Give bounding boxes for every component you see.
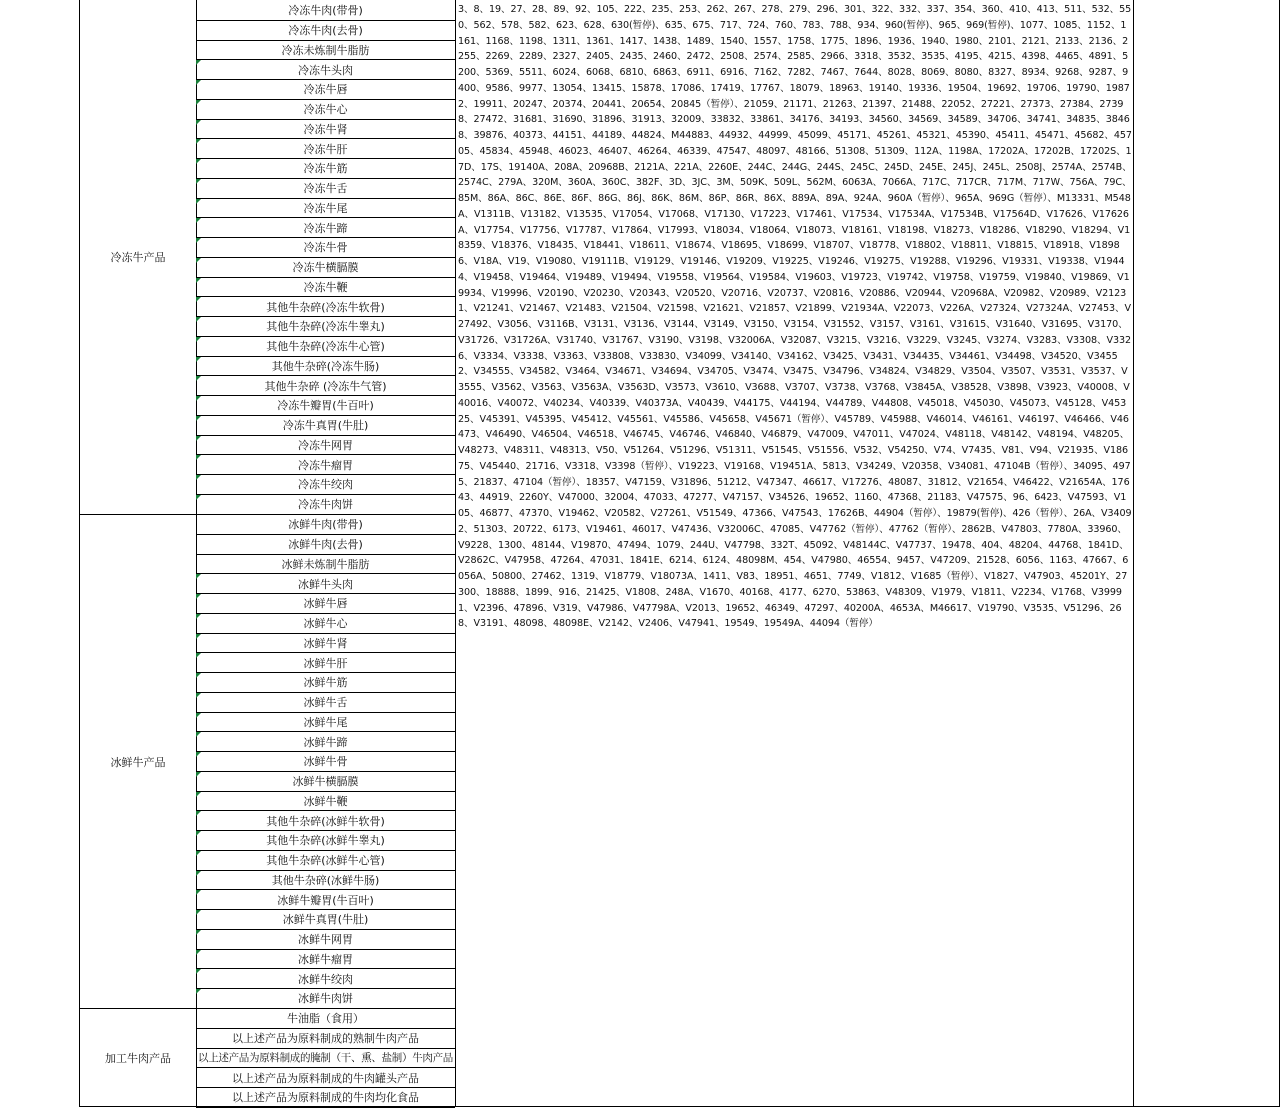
comment-marker-icon (196, 436, 201, 441)
product-name: 冰鲜牛肾 (303, 636, 348, 650)
product-row (196, 713, 455, 733)
comment-marker-icon (196, 693, 201, 698)
product-row (196, 752, 455, 772)
comment-marker-icon (196, 238, 201, 243)
product-row (196, 555, 455, 575)
product-row (196, 950, 455, 970)
product-name: 冷冻牛肉饼 (298, 498, 353, 512)
product-row (196, 1068, 455, 1088)
product-row (196, 238, 455, 258)
product-row (196, 535, 455, 555)
product-row (196, 455, 455, 475)
product-name: 其他牛杂碎(冰鲜牛软骨) (266, 814, 385, 828)
product-row (196, 1009, 455, 1029)
product-row (196, 634, 455, 654)
product-row (196, 693, 455, 713)
comment-marker-icon (196, 811, 201, 816)
comment-marker-icon (196, 297, 201, 302)
product-name: 冰鲜牛头肉 (298, 577, 353, 591)
product-name: 以上述产品为原料制成的牛肉均化食品 (232, 1091, 419, 1105)
product-row (196, 1049, 455, 1069)
product-name: 冰鲜牛舌 (303, 696, 348, 710)
product-row (196, 376, 455, 396)
comment-marker-icon (196, 851, 201, 856)
comment-marker-icon (196, 634, 201, 639)
product-name: 冷冻牛肉(带骨) (288, 4, 363, 18)
category-chilled: 冰鲜牛产品 (110, 755, 166, 769)
product-name: 其他牛杂碎(冰鲜牛肠) (271, 873, 380, 887)
product-name: 冷冻牛唇 (303, 83, 348, 97)
grid-line (455, 0, 456, 1107)
product-name: 冷冻牛横膈膜 (292, 261, 359, 275)
product-name: 其他牛杂碎 (冷冻牛气管) (264, 379, 387, 393)
product-row (196, 41, 455, 61)
product-name: 其他牛杂碎(冷冻牛肠) (271, 359, 380, 373)
comment-marker-icon (196, 475, 201, 480)
product-name: 冰鲜牛鞭 (303, 794, 348, 808)
product-row (196, 871, 455, 891)
product-name: 冷冻牛肉(去骨) (288, 24, 363, 38)
product-name: 以上述产品为原料制成的牛肉罐头产品 (232, 1071, 419, 1085)
product-row (196, 139, 455, 159)
comment-marker-icon (196, 258, 201, 263)
comment-marker-icon (196, 713, 201, 718)
comment-marker-icon (196, 614, 201, 619)
comment-marker-icon (196, 989, 201, 994)
comment-marker-icon (196, 930, 201, 935)
comment-marker-icon (196, 120, 201, 125)
comment-marker-icon (196, 218, 201, 223)
product-row (196, 80, 455, 100)
product-name: 其他牛杂碎(冰鲜牛睾丸) (266, 834, 385, 848)
comment-marker-icon (196, 337, 201, 342)
product-row (196, 357, 455, 377)
product-name: 冷冻牛筋 (303, 162, 348, 176)
product-row (196, 21, 455, 41)
product-name: 冷冻牛绞肉 (298, 478, 353, 492)
product-name: 冷冻牛网胃 (298, 438, 353, 452)
product-row (196, 100, 455, 120)
product-name: 其他牛杂碎(冷冻牛软骨) (266, 300, 385, 314)
product-row (196, 297, 455, 317)
product-name: 冰鲜牛尾 (303, 715, 348, 729)
product-name: 其他牛杂碎(冷冻牛睾丸) (266, 320, 385, 334)
comment-marker-icon (196, 910, 201, 915)
grid-line (1133, 0, 1134, 1107)
product-name: 冷冻牛肾 (303, 122, 348, 136)
product-name: 冷冻未炼制牛脂肪 (281, 43, 370, 57)
comment-marker-icon (196, 969, 201, 974)
comment-marker-icon (196, 199, 201, 204)
product-name: 冷冻牛蹄 (303, 221, 348, 235)
product-row (196, 60, 455, 80)
product-name: 冷冻牛真胃(牛肚) (282, 419, 369, 433)
product-name: 冰鲜牛网胃 (298, 933, 353, 947)
comment-marker-icon (196, 653, 201, 658)
product-name: 冰鲜牛绞肉 (298, 972, 353, 986)
product-row (196, 337, 455, 357)
comment-marker-icon (196, 673, 201, 678)
comment-marker-icon (196, 416, 201, 421)
product-name: 冰鲜牛心 (303, 617, 348, 631)
product-name: 冷冻牛肝 (303, 142, 348, 156)
product-name: 冰鲜牛唇 (303, 597, 348, 611)
product-name: 冰鲜牛真胃(牛肚) (282, 913, 369, 927)
comment-marker-icon (196, 950, 201, 955)
product-name: 冷冻牛瓣胃(牛百叶) (277, 399, 374, 413)
product-row (196, 218, 455, 238)
registration-codes: 3、8、19、27、28、89、92、105、222、235、253、262、267、278、279、296、301、322、332、337、354、360、410、413、511、532、550、562、578、582、623、628、630(暂停)、635、675、717、724、760、783、788、934、960(暂停)、965、969(暂停)、1077、1085、1152、1161、1168、1198、1311、1361、1417、1438、1489、1540、1557、1758、1775、1896、1936、1940、1980、2101、2121、2133、2136、2255、2269、2289、2327、2405、2435、2460、2472、2508、2574、2585、2966、3318、3532、3535、4195、4215、4398、4465、4891、5200、5369、5511、6024、6068、6810、6863、6911、6916、7162、7282、7467、7644、8028、8069、8080、8327、8934、9268、9287、9400、9586、9977、13054、13415、15878、17086、17419、17767、18079、18963、19140、19336、19504、19692、19706、19790、19872、19911、20247、20374、20441、20654、20845（暂停）、21059、21171、21263、21397、21488、22052、27221、27373、27384、27398、27472、31681、31690、31896、31913、32009、33832、33861、34176、34193、34560、34569、34589、34706、34741、34835、38468、39876、40373、44151、44189、44824、M44883、44932、44999、45099、45171、45261、45321、45390、45411、45471、45682、45705、45834、45948、46023、46407、46264、46339、47547、48097、48166、51308、51309、112A、1198A、17202A、17202B、17202S、17D、17S、19140A、208A、20968B、2121A、221A、2260E、244C、244G、244S、245C、245D、245E、245J、245L、2508J、2574A、2574B、2574C、279A、320M、360A、360C、382F、3D、3JC、3M、509K、509L、562M、6063A、7066A、717C、717CR、717M、717W、756A、79C、85M、86A、86C、86E、86F、86G、86J、86K、86M、86P、86R、86X、889A、89A、924A、960A（暂停）、965A、969G（暂停）、M13331、M548A、V1311B、V13182、V13535、V17054、V17068、V17130、V17223、V17461、V17534、V17534A、V17534B、V17564D、V17626、V17626A、V17754、V17756、V17787、V17864、V17993、V18034、V18064、V18073、V18161、V18198、V18273、V18286、V18290、V18294、V18359、V18376、V18435、V18441、V18611、V18674、V18695、V18699、V18707、V18778、V18802、V18811、V18815、V18918、V18986、V18A、V19、V19080、V19111B、V19129、V19146、V19209、V19225、V19246、V19275、V19288、V19296、V19331、V19338、V19444、V19458、V19464、V19489、V19494、V19558、V19564、V19584、V19603、V19723、V19742、V19758、V19759、V19840、V19869、V19934、V19996、V20190、V20230、V20343、V20520、V20716、V20737、V20816、V20886、V20944、V20968A、V20982、V20989、V21231、V21241、V21467、V21483、V21504、V21598、V21621、V21857、V21899、V21934A、V22073、V226A、V27324、V27324A、V27453、V27492、V3056、V3116B、V3131、V3136、V3144、V3149、V3150、V3154、V31552、V3157、V3161、V31615、V31640、V31695、V3170、V31726、V31726A、V31740、V31767、V3190、V3198、V32006A、V32087、V3215、V3216、V3229、V3245、V3274、V3283、V3308、V3326、V3334、V3338、V3363、V33808、V33830、V34099、V34140、V34162、V3425、V3431、V34435、V34461、V34498、V34520、V34552、V34555、V34582、V3464、V34671、V34694、V34705、V3474、V3475、V34796、V34824、V34829、V3504、V3507、V3531、V3537、V3555、V3562、V3563、V3563A、V3563D、V3573、V3610、V3688、V3707、V3738、V3768、V3845A、V38528、V3898、V3923、V40008、V40016、V40072、V40234、V40339、V40373A、V40439、V44175、V44194、V44789、V44808、V45018、V45030、V45073、V45128、V45325、V45391、V45395、V45412、V45561、V45586、V45658、V45671（暂停）、V45789、V45988、V46014、V46161、V46197、V46466、V46473、V46490、V46504、V46518、V46745、V46746、V46840、V46879、V47009、V47011、V47024、V48118、V48142、V48194、V48205、V48273、V48311、V48313、V50、V51264、V51296、V51311、V51545、V51556、V532、V54250、V74、V7435、V81、V94、V21935、V18675、V45440、21716、V3318、V3398（暂停）、V19223、V19168、V19451A、5813、V34249、V20358、V34081、47104B（暂停）、34095、4975、21837、47104（暂停）、18357、V47159、V31896、51212、V47347、46617、V17276、48087、31812、V21654、V46422、V21654A、17643、44919、2260Y、V47000、32004、47033、47277、V47157、V34526、19652、1160、47368、21183、V47575、96、6423、V47593、V105、46877、47370、V19462、V20582、V27261、V51549、47366、V47543、17626B、44904（暂停）、19879(暂停)、426（暂停）、26A、V34092、51303、20722、6173、V19461、46017、V47436、V32006C、47085、V47762（暂停）、47762（暂停）、2862B、V47803、7780A、33960、V9228、1300、48144、V19870、47494、1079、244U、V47798、332T、45092、V48144C、V47737、19478、404、48204、44768、1841D、V2862C、V47958、47264、47031、1841E、6214、6124、48098M、454、V47980、46554、9457、V47209、21528、6056、1163、47667、6056A、50800、27462、1319、V18779、V18073A、1411、V83、18951、4651、7749、V1812、V1685（暂停）、V1827、V47903、45201Y、27300、18888、1899、916、21425、V1808、248A、V1670、40168、4177、6270、53863、V48309、V1979、V1811、V2234、V1768、V39991、V2396、47896、V319、V47986、V47798A、V2013、19652、46349、47297、40200A、4653A、M46617、V19790、V3535、V51296、268、V3191、48098、48098E、V2142、V2406、V47941、19549、19549A、44094（暂停） (458, 4, 1132, 630)
product-name: 冷冻牛头肉 (298, 63, 353, 77)
comment-marker-icon (196, 594, 201, 599)
comment-marker-icon (196, 100, 201, 105)
product-name: 冷冻牛骨 (303, 241, 348, 255)
product-row (196, 416, 455, 436)
product-row (196, 594, 455, 614)
comment-marker-icon (196, 179, 201, 184)
product-name: 冰鲜牛瓣胃(牛百叶) (277, 893, 374, 907)
product-row (196, 199, 455, 219)
product-row (196, 653, 455, 673)
product-row (196, 831, 455, 851)
comment-marker-icon (196, 278, 201, 283)
comment-marker-icon (196, 317, 201, 322)
product-row (196, 258, 455, 278)
category-frozen: 冷冻牛产品 (110, 251, 166, 264)
product-row (196, 851, 455, 871)
product-row (196, 278, 455, 298)
product-row (196, 159, 455, 179)
product-row (196, 673, 455, 693)
product-name: 冰鲜牛蹄 (303, 735, 348, 749)
product-row (196, 910, 455, 930)
product-row (196, 930, 455, 950)
product-row (196, 614, 455, 634)
comment-marker-icon (196, 60, 201, 65)
product-row (196, 772, 455, 792)
product-name: 冷冻牛鞭 (303, 280, 348, 294)
product-row (196, 1, 455, 21)
comment-marker-icon (196, 357, 201, 362)
comment-marker-icon (196, 792, 201, 797)
comment-marker-icon (196, 455, 201, 460)
comment-marker-icon (196, 574, 201, 579)
product-row (196, 1029, 455, 1049)
category-processed: 加工牛肉产品 (105, 1051, 171, 1065)
product-row (196, 515, 455, 535)
comment-marker-icon (196, 831, 201, 836)
product-name: 冰鲜牛肉饼 (298, 992, 353, 1006)
product-row (196, 179, 455, 199)
product-name: 牛油脂（食用） (287, 1012, 364, 1026)
product-row (196, 317, 455, 337)
product-row (196, 436, 455, 456)
product-name: 冷冻牛瘤胃 (298, 458, 353, 472)
product-row (196, 120, 455, 140)
product-row (196, 1088, 455, 1108)
product-name: 冷冻牛尾 (303, 201, 348, 215)
comment-marker-icon (196, 80, 201, 85)
product-name: 冷冻牛舌 (303, 182, 348, 196)
comment-marker-icon (196, 752, 201, 757)
product-row (196, 495, 455, 515)
product-name: 冷冻牛心 (303, 103, 348, 117)
product-name: 冰鲜牛肉(带骨) (288, 518, 363, 532)
product-name: 以上述产品为原料制成的腌制（干、熏、盐制）牛肉产品 (198, 1052, 453, 1065)
comment-marker-icon (196, 396, 201, 401)
comment-marker-icon (196, 890, 201, 895)
comment-marker-icon (196, 732, 201, 737)
product-row (196, 969, 455, 989)
product-name: 冰鲜牛骨 (303, 755, 348, 769)
comment-marker-icon (196, 376, 201, 381)
product-name: 冰鲜牛横膈膜 (292, 775, 359, 789)
product-row (196, 574, 455, 594)
product-row (196, 396, 455, 416)
product-row (196, 811, 455, 831)
product-row (196, 792, 455, 812)
comment-marker-icon (196, 139, 201, 144)
product-name: 其他牛杂碎(冰鲜牛心管) (266, 854, 385, 868)
comment-marker-icon (196, 495, 201, 500)
product-name: 冰鲜未炼制牛脂肪 (281, 557, 370, 571)
product-name: 冰鲜牛肝 (303, 656, 348, 670)
comment-marker-icon (196, 772, 201, 777)
product-row (196, 989, 455, 1009)
product-name: 冰鲜牛肉(去骨) (288, 538, 363, 552)
comment-marker-icon (196, 159, 201, 164)
product-row (196, 475, 455, 495)
product-row (196, 890, 455, 910)
product-name: 其他牛杂碎(冷冻牛心管) (266, 340, 385, 354)
product-name: 冰鲜牛瘤胃 (298, 952, 353, 966)
comment-marker-icon (196, 871, 201, 876)
product-row (196, 732, 455, 752)
product-name: 以上述产品为原料制成的熟制牛肉产品 (232, 1032, 419, 1046)
product-name: 冰鲜牛筋 (303, 676, 348, 690)
